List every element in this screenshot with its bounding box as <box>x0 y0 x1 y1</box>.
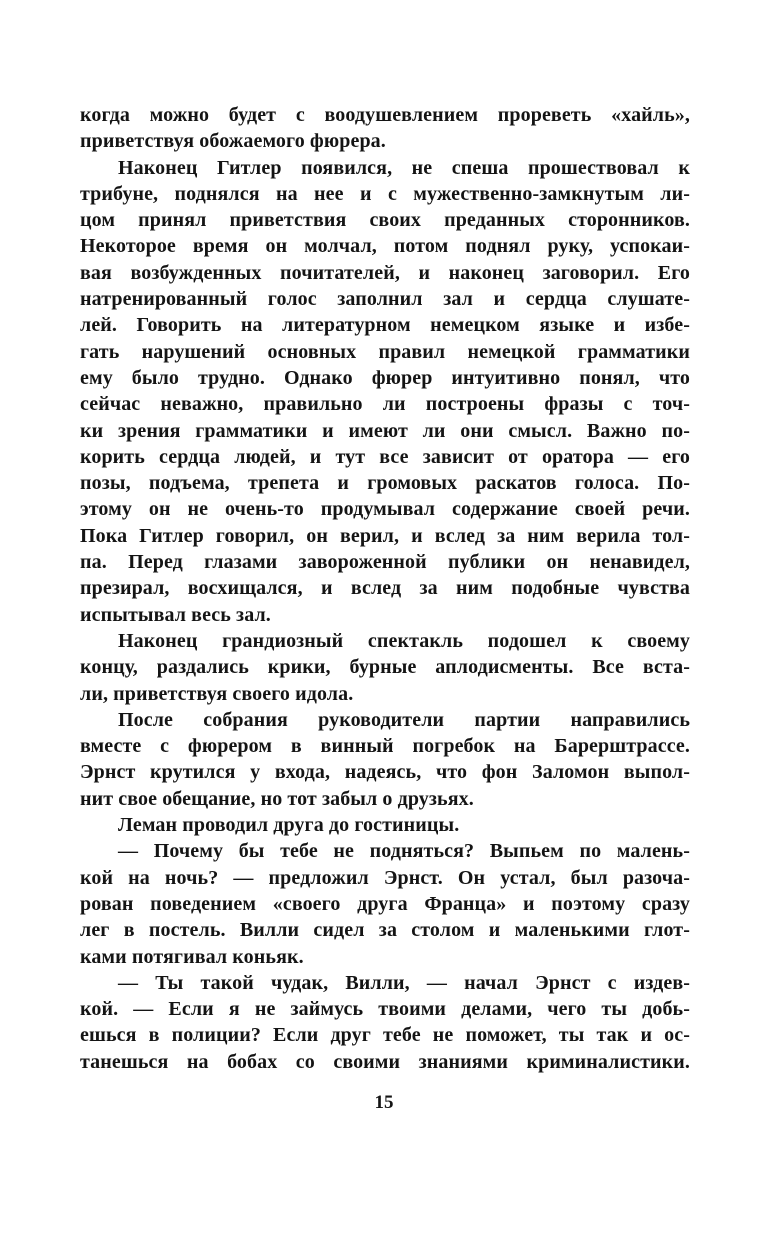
text-line: — Почему бы тебе не подняться? Выпьем по малень- <box>118 840 690 863</box>
text-line: ки зрения грамматики и имеют ли они смысл. Важно по- <box>80 419 690 442</box>
text-line: гать нарушений основных правил немецкой грамматики <box>80 340 690 363</box>
text-line: Эрнст крутился у входа, надеясь, что фон Заломон выпол- <box>80 761 690 784</box>
text-line: когда можно будет с воодушевлением прореветь «хайль», <box>80 104 690 126</box>
page-number: 15 <box>374 1092 394 1113</box>
text-line: рован поведением «своего друга Франца» и поэтому сразу <box>80 892 690 915</box>
text-line: испытывал весь зал. <box>80 603 271 626</box>
text-line: корить сердца людей, и тут все зависит от оратора — его <box>80 445 690 468</box>
text-line: цом принял приветствия своих преданных сторонников. <box>80 209 690 232</box>
text-line: ешься в полиции? Если друг тебе не поможет, ты так и ос- <box>80 1024 690 1047</box>
page-text <box>80 102 690 1075</box>
text-line: презирал, восхищался, и вслед за ним подобные чувства <box>80 577 690 600</box>
text-line: вместе с фюрером в винный погребок на Барерштрассе. <box>80 735 690 758</box>
text-line: позы, подъема, трепета и громовых раскатов голоса. По- <box>80 472 690 495</box>
text-line: приветствуя обожаемого фюрера. <box>80 130 386 153</box>
text-line: Наконец грандиозный спектакль подошел к своему <box>118 629 690 652</box>
text-line: ли, приветствуя своего идола. <box>80 682 354 705</box>
text-line: ему было трудно. Однако фюрер интуитивно понял, что <box>80 366 690 389</box>
text-line: кой. — Если я не займусь твоими делами, чего ты добь- <box>80 998 690 1021</box>
text-line: концу, раздались крики, бурные аплодисменты. Все вста- <box>80 656 690 679</box>
text-line: Пока Гитлер говорил, он верил, и вслед за ним верила тол- <box>80 524 690 547</box>
text-line: па. Перед глазами завороженной публики он ненавидел, <box>80 551 690 574</box>
text-line: лег в постель. Вилли сидел за столом и маленькими глот- <box>80 919 690 942</box>
text-line: Наконец Гитлер появился, не спеша прошествовал к <box>118 156 690 179</box>
text-line: трибуне, поднялся на нее и с мужественно-замкнутым ли- <box>80 182 690 205</box>
text-line: сейчас неважно, правильно ли построены фразы с точ- <box>80 393 690 416</box>
text-line: Некоторое время он молчал, потом поднял руку, успокаи- <box>80 235 690 258</box>
text-line: Леман проводил друга до гостиницы. <box>118 814 460 837</box>
text-line: лей. Говорить на литературном немецком языке и избе- <box>80 314 690 337</box>
text-line: танешься на бобах со своими знаниями криминалистики. <box>80 1050 690 1073</box>
text-line: После собрания руководители партии направились <box>118 708 690 731</box>
text-line: вая возбужденных почитателей, и наконец заговорил. Его <box>80 261 690 284</box>
text-line: натренированный голос заполнил зал и сердца слушате- <box>80 288 690 311</box>
text-line: этому он не очень-то продумывал содержание своей речи. <box>80 498 690 521</box>
text-line: кой на ночь? — предложил Эрнст. Он устал, был разоча- <box>80 866 690 889</box>
text-line: — Ты такой чудак, Вилли, — начал Эрнст с издев- <box>118 971 690 994</box>
text-line: нит свое обещание, но тот забыл о друзьях. <box>80 787 474 810</box>
text-line: ками потягивал коньяк. <box>80 945 304 968</box>
